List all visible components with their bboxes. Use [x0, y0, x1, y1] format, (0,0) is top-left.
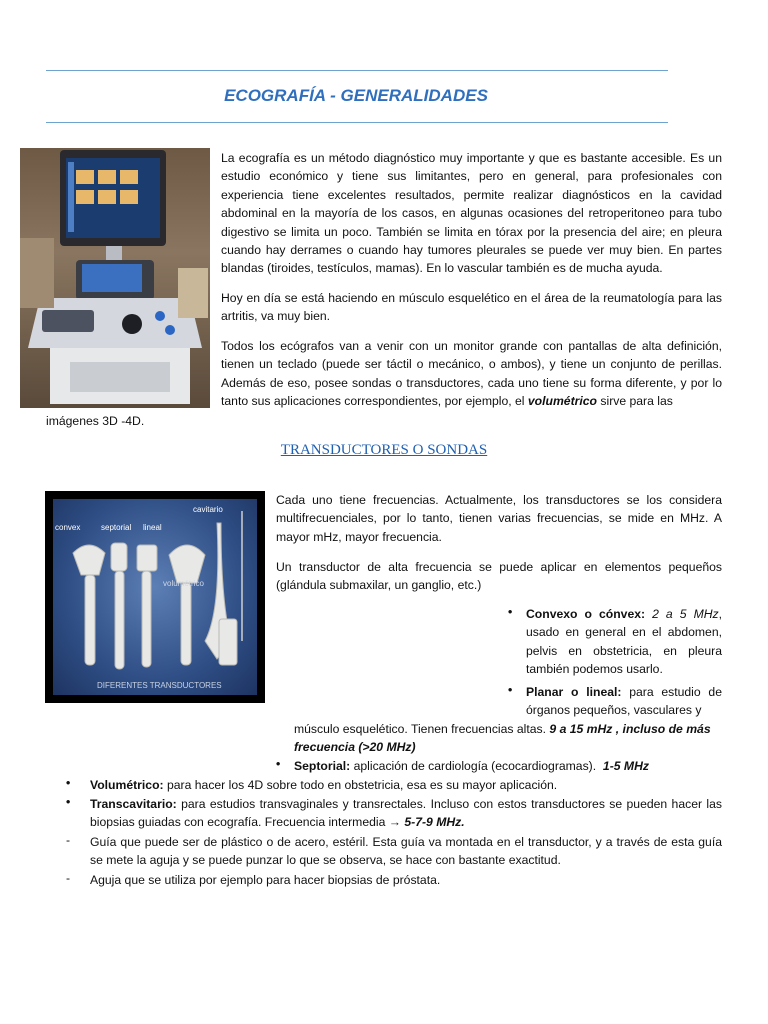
intro-paragraph-3: Todos los ecógrafos van a venir con un monitor grande con pantallas de alta definición, tienen un teclado (puede ser táctil o mecánico, o ambos), y tiene un conjunto de perillas. Además de eso, posee sondas o transductores, cada uno tiene su forma diferente, y por lo tanto sus aplicaciones correspondientes, por ejemplo, el volumétrico sirve para las [221, 339, 722, 409]
title-rule [46, 122, 668, 123]
dash-item-aguja: Aguja que se utiliza por ejemplo para hacer biopsias de próstata. [90, 873, 441, 887]
photo-label-convex: convex [55, 523, 81, 532]
intro-paragraph-2: Hoy en día se está haciendo en músculo esquelético en el área de la reumatología para las artritis, va muy bien. [221, 291, 722, 324]
section-paragraph-1: Cada uno tiene frecuencias. Actualmente, los transductores se los considera multifrecuenciales, por lo tanto, tienen varias frecuencias, se mide en MHz. A mayor mHz, mayor frecuencia. [276, 493, 722, 544]
bullet-planar: Planar o lineal: para estudio de órganos pequeños, vasculares y [526, 685, 722, 718]
section-title: TRANSDUCTORES O SONDAS [280, 442, 488, 458]
photo-label-cavitario: cavitario [193, 505, 223, 514]
dash-marker: - [66, 833, 71, 847]
bullet-marker: • [508, 605, 513, 619]
photo-label-septorial: septorial [101, 523, 132, 532]
dash-marker: - [66, 871, 71, 885]
bullet-marker: • [276, 757, 281, 771]
bullet-transcavitario: Transcavitario: para estudios transvaginales y transrectales. Incluso con estos transductores se pueden hacer las biopsias guiadas con ecografía. Frecuencia intermedia → 5-7-9 MHz. [90, 797, 722, 830]
bullet-marker: • [66, 776, 71, 790]
intro-paragraph-1: La ecografía es un método diagnóstico muy importante y que es bastante accesible. Es un estudio económico y tiene sus limitantes, pero en general, para profesionales con experiencia tiene excelentes resultados, permite realizar diagnósticos en la cavidad abdominal en la mayoría de los casos, en algunas ocasiones del retroperitoneo para tubo digestivo se limita un poco. También se limita en tórax por la presencia del aire; en pleura cuando hay derrames o cuando hay tumores pleurales se puede ver muy bien. En partes blandas (tiroides, testículos, mamas). En lo vascular también es de mucha ayuda. [221, 151, 722, 276]
ultrasound-machine-photo [20, 148, 210, 408]
dash-item-guia: Guía que puede ser de plástico o de acero, estéril. Esta guía va montada en el transductor, y a través de esta guía se mete la aguja y se puede punzar lo que se observa, se hace con bastante exactitud. [90, 835, 722, 868]
intro-paragraph-3-continued: imágenes 3D -4D. [46, 414, 145, 428]
bullet-convexo: Convexo o cónvex: 2 a 5 MHz, usado en general en el abdomen, pelvis en obstetricia, en pleura también podemos usarlo. [526, 607, 723, 677]
volumetrico-emphasis: volumétrico [527, 394, 597, 409]
bullet-planar-continued: músculo esquelético. Tienen frecuencias altas. 9 a 15 mHz , incluso de más frecuencia (>20 MHz) [294, 722, 711, 755]
bullet-marker: • [508, 683, 513, 697]
bullet-marker: • [66, 795, 71, 809]
bullet-septorial: Septorial: aplicación de cardiología (ecocardiogramas). 1-5 MHz [294, 759, 649, 773]
photo-label-lineal: lineal [143, 523, 162, 532]
photo-caption: DIFERENTES TRANSDUCTORES [97, 681, 222, 690]
page-title: ECOGRAFÍA - GENERALIDADES [224, 86, 488, 105]
section-paragraph-2: Un transductor de alta frecuencia se puede aplicar en elementos pequeños (glándula submaxilar, un ganglio, etc.) [276, 560, 722, 593]
bullet-volumetrico: Volumétrico: para hacer los 4D sobre todo en obstetricia, esa es su mayor aplicación. [90, 778, 558, 792]
photo-label-volumetrico: volumétrico [163, 579, 204, 588]
transducers-photo [45, 491, 265, 703]
top-rule [46, 70, 668, 71]
